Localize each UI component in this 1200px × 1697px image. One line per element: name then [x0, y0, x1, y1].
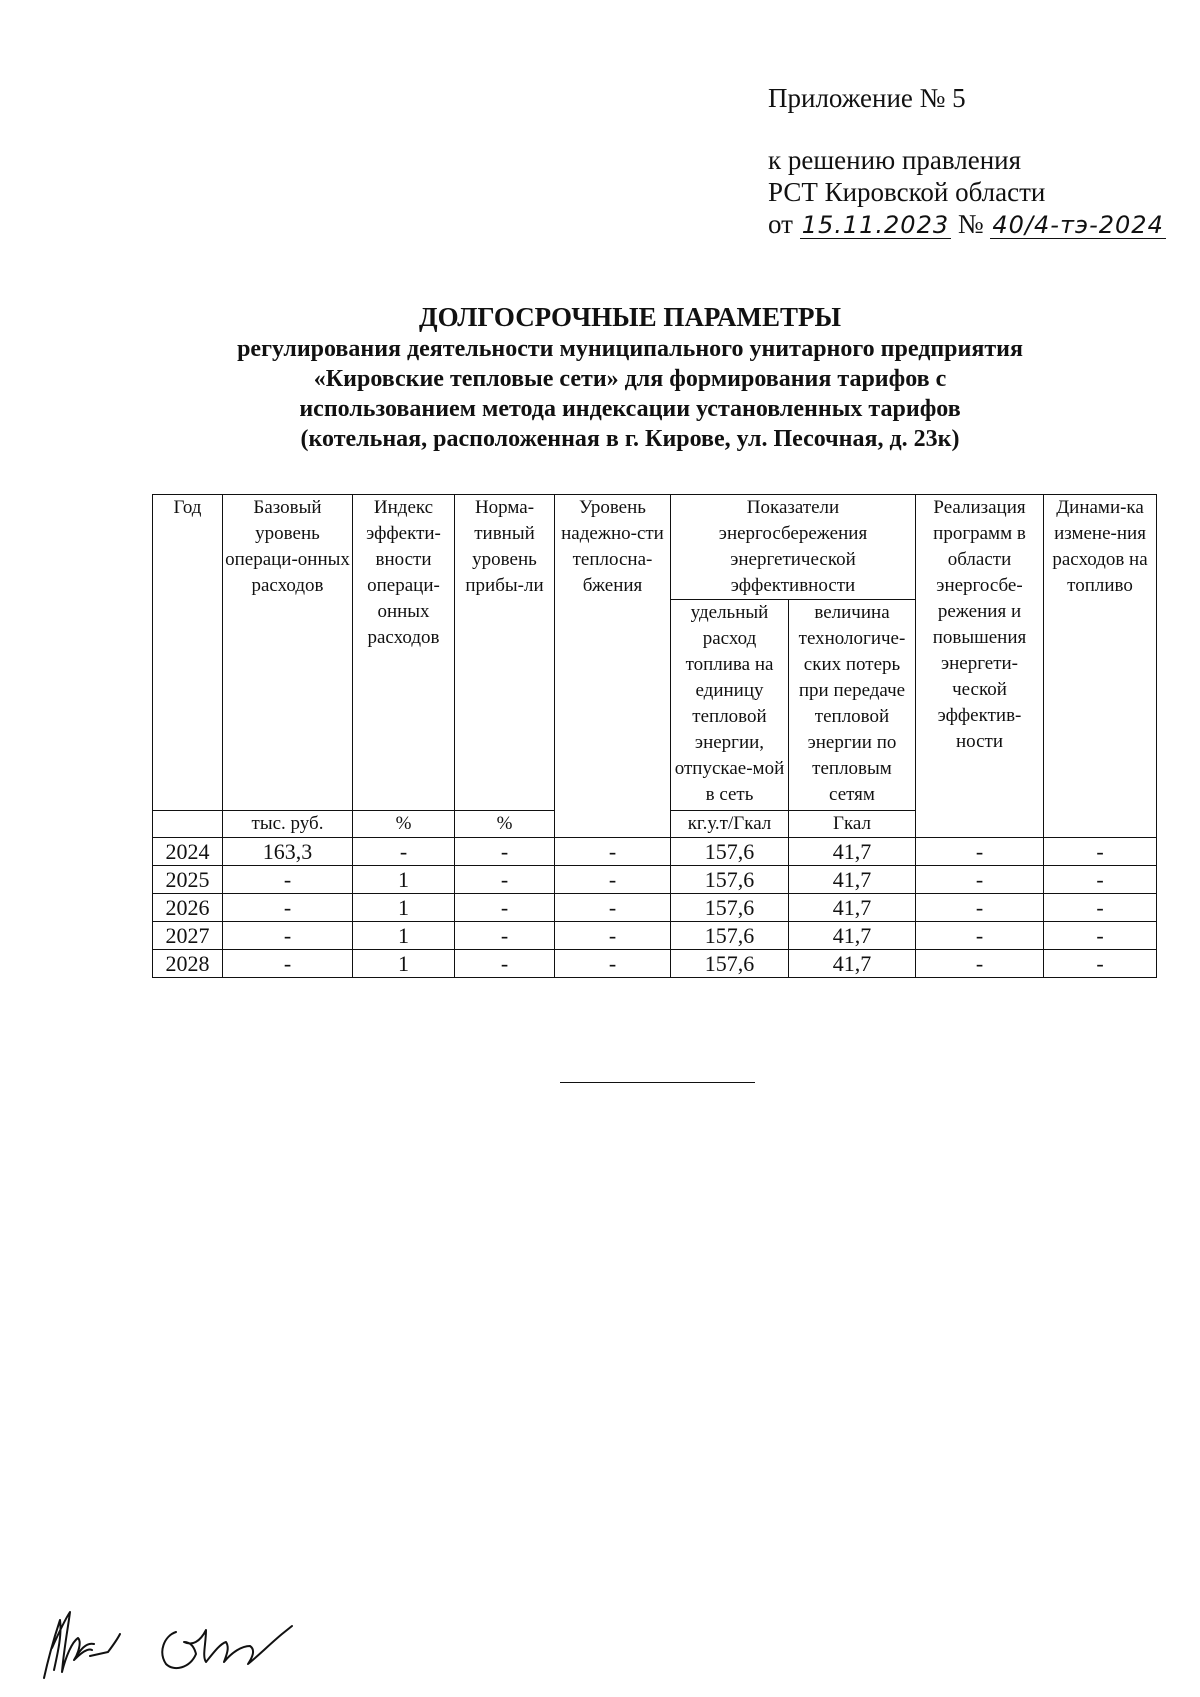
- cell-fuel-rate: 157,6: [671, 950, 789, 978]
- cell-fuel-rate: 157,6: [671, 866, 789, 894]
- parameters-table: [152, 494, 1157, 978]
- signature-2: [162, 1626, 292, 1668]
- subtitle-line-3: использованием метода индексации установленных тарифов: [299, 396, 961, 422]
- header-efficiency-index: Индекс эффекти-вности операци-онных расходов: [353, 495, 455, 811]
- cell-fuel-dynamics: -: [1044, 922, 1157, 950]
- header-programs: Реализация программ в области энергосбе-режения и повышения энергети-ческой эффектив-ности: [916, 495, 1044, 838]
- signatures: [30, 1590, 350, 1690]
- subtitle-line-1: регулирования деятельности муниципального унитарного предприятия: [237, 336, 1023, 362]
- cell-efficiency-index: 1: [353, 950, 455, 978]
- cell-losses: 41,7: [789, 950, 916, 978]
- table-row: [153, 838, 1157, 866]
- cell-fuel-dynamics: -: [1044, 950, 1157, 978]
- from-prefix: от: [768, 209, 793, 239]
- cell-base-level: -: [223, 894, 353, 922]
- cell-year: 2026: [153, 894, 223, 922]
- cell-year: 2028: [153, 950, 223, 978]
- header-fuel-rate: удельный расход топлива на единицу тепловой энергии, отпускае-мой в сеть: [671, 600, 789, 811]
- cell-programs: -: [916, 950, 1044, 978]
- table-row: [153, 866, 1157, 894]
- cell-base-level: -: [223, 866, 353, 894]
- unit-losses: Гкал: [789, 811, 916, 838]
- cell-fuel-dynamics: -: [1044, 894, 1157, 922]
- cell-fuel-dynamics: -: [1044, 866, 1157, 894]
- unit-year: [153, 811, 223, 838]
- header-reliability: Уровень надежно-сти теплосна-бжения: [555, 495, 671, 838]
- cell-base-level: -: [223, 950, 353, 978]
- subtitle-line-4: (котельная, расположенная в г. Кирове, ул. Песочная, д. 23к): [300, 426, 960, 452]
- cell-programs: -: [916, 866, 1044, 894]
- cell-losses: 41,7: [789, 838, 916, 866]
- cell-efficiency-index: 1: [353, 894, 455, 922]
- document-title-block: [150, 300, 1110, 454]
- end-rule: [560, 1082, 755, 1083]
- cell-year: 2025: [153, 866, 223, 894]
- cell-programs: -: [916, 838, 1044, 866]
- cell-losses: 41,7: [789, 922, 916, 950]
- cell-normative-profit: -: [455, 894, 555, 922]
- appendix-date-line: [768, 208, 1166, 240]
- cell-losses: 41,7: [789, 894, 916, 922]
- cell-reliability: -: [555, 950, 671, 978]
- cell-programs: -: [916, 922, 1044, 950]
- appendix-block: [768, 82, 1166, 240]
- header-year: Год: [153, 495, 223, 811]
- unit-fuel-rate: кг.у.т/Гкал: [671, 811, 789, 838]
- cell-normative-profit: -: [455, 950, 555, 978]
- cell-reliability: -: [555, 922, 671, 950]
- decision-date: 15.11.2023: [801, 211, 950, 239]
- cell-normative-profit: -: [455, 866, 555, 894]
- document-title: ДОЛГОСРОЧНЫЕ ПАРАМЕТРЫ: [419, 302, 841, 332]
- appendix-title: Приложение № 5: [768, 83, 966, 113]
- header-normative-profit: Норма-тивный уровень прибы-ли: [455, 495, 555, 811]
- cell-normative-profit: -: [455, 838, 555, 866]
- table-row: [153, 922, 1157, 950]
- cell-year: 2027: [153, 922, 223, 950]
- cell-programs: -: [916, 894, 1044, 922]
- cell-reliability: -: [555, 866, 671, 894]
- cell-reliability: -: [555, 838, 671, 866]
- cell-fuel-rate: 157,6: [671, 922, 789, 950]
- number-prefix: №: [957, 209, 984, 239]
- cell-reliability: -: [555, 894, 671, 922]
- header-fuel-dynamics: Динами-ка измене-ния расходов на топливо: [1044, 495, 1157, 838]
- header-row-1: [153, 495, 1157, 600]
- header-energy-saving: Показатели энергосбережения энергетической эффективности: [671, 495, 916, 600]
- cell-year: 2024: [153, 838, 223, 866]
- subtitle-line-2: «Кировские тепловые сети» для формирования тарифов с: [313, 366, 947, 392]
- unit-normative-profit: %: [455, 811, 555, 838]
- cell-base-level: 163,3: [223, 838, 353, 866]
- signature-1: [44, 1612, 120, 1678]
- header-losses: величина технологиче-ских потерь при передаче тепловой энергии по тепловым сетям: [789, 600, 916, 811]
- cell-normative-profit: -: [455, 922, 555, 950]
- cell-efficiency-index: -: [353, 838, 455, 866]
- unit-base-level: тыс. руб.: [223, 811, 353, 838]
- cell-efficiency-index: 1: [353, 922, 455, 950]
- decision-number: 40/4-тэ-2024: [992, 211, 1164, 239]
- cell-fuel-dynamics: -: [1044, 838, 1157, 866]
- appendix-line-2: РСТ Кировской области: [768, 177, 1046, 207]
- cell-fuel-rate: 157,6: [671, 838, 789, 866]
- header-base-level: Базовый уровень операци-онных расходов: [223, 495, 353, 811]
- cell-fuel-rate: 157,6: [671, 894, 789, 922]
- table-row: [153, 894, 1157, 922]
- cell-base-level: -: [223, 922, 353, 950]
- unit-efficiency-index: %: [353, 811, 455, 838]
- cell-losses: 41,7: [789, 866, 916, 894]
- cell-efficiency-index: 1: [353, 866, 455, 894]
- table-row: [153, 950, 1157, 978]
- appendix-line-1: к решению правления: [768, 145, 1022, 175]
